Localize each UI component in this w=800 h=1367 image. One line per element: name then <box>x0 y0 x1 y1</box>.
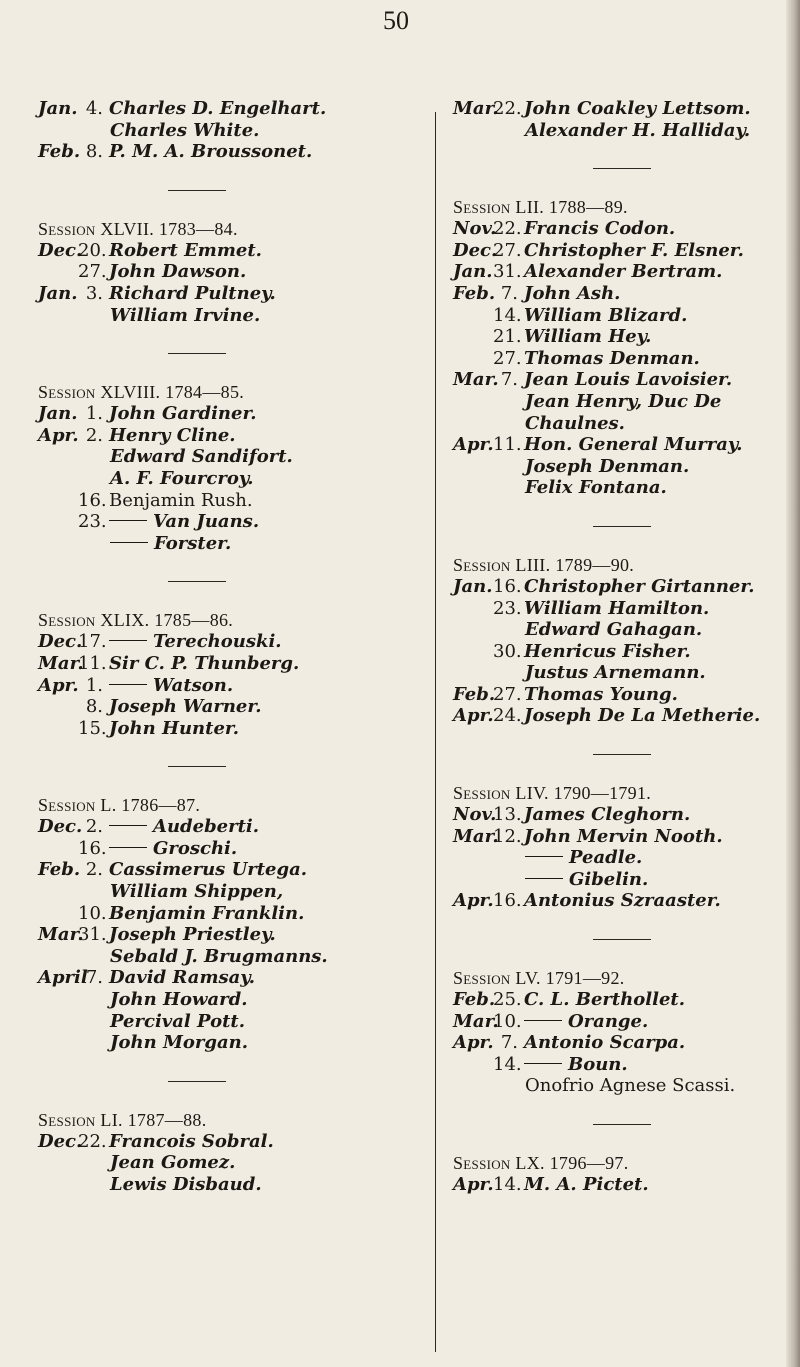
member-entry <box>38 533 418 555</box>
name-dash <box>524 1063 562 1064</box>
member-name: Peadle. <box>569 847 643 869</box>
member-name: Chaulnes. <box>525 412 625 434</box>
session-block <box>38 98 418 163</box>
member-entry <box>453 1011 783 1033</box>
section-separator <box>168 190 226 191</box>
member-entry <box>453 826 783 848</box>
member-entry <box>453 283 783 305</box>
section-separator <box>168 581 226 582</box>
member-name: Joseph De La Metherie. <box>524 705 761 727</box>
member-name: Robert Emmet. <box>109 239 262 261</box>
member-name: Charles D. Engelhart. <box>109 98 327 119</box>
member-name: Onofrio Agnese Scassi. <box>525 1075 736 1097</box>
entry-day: 16. <box>78 489 107 511</box>
session-title: Session XLVII. 1783—84. <box>38 218 238 239</box>
entry-day: 20. <box>78 239 107 261</box>
member-entry <box>38 120 418 142</box>
entry-day: 22. <box>493 218 522 240</box>
entry-day: 7. <box>500 282 518 304</box>
session-header <box>38 218 418 240</box>
member-entry <box>453 434 783 456</box>
entry-day: 1. <box>85 674 103 696</box>
entry-day: 27. <box>493 239 522 261</box>
member-name: Antonio Scarpa. <box>524 1032 686 1054</box>
section-separator <box>593 754 651 755</box>
member-name: Thomas Denman. <box>524 347 700 369</box>
member-entry <box>453 1075 783 1097</box>
member-name: John Gardiner. <box>109 403 257 425</box>
entry-day: 16. <box>493 890 522 912</box>
member-name: Christopher F. Elsner. <box>524 239 744 261</box>
member-entry <box>38 859 418 881</box>
entry-month: Apr. <box>453 1174 494 1195</box>
entry-day: 31. <box>78 924 107 946</box>
member-name: M. A. Pictet. <box>524 1174 649 1195</box>
session-block <box>38 381 418 554</box>
entry-day: 17. <box>78 631 107 653</box>
member-name: Charles White. <box>110 119 260 141</box>
member-entry <box>38 631 418 653</box>
member-entry <box>38 261 418 283</box>
member-entry <box>38 98 418 120</box>
entry-month: Dec. <box>38 239 83 261</box>
member-entry <box>453 391 783 413</box>
member-name: Watson. <box>153 674 234 696</box>
member-entry <box>453 1174 783 1196</box>
member-entry <box>453 890 783 912</box>
member-name: Thomas Young. <box>524 683 678 705</box>
member-name: Groschi. <box>153 837 238 859</box>
session-block <box>453 98 783 141</box>
session-block <box>453 967 783 1097</box>
member-name: Edward Gahagan. <box>525 619 703 641</box>
member-entry <box>38 425 418 447</box>
entry-month: Jan. <box>453 261 493 283</box>
entry-month: Nov. <box>453 804 497 826</box>
session-header <box>453 782 783 804</box>
member-entry <box>38 511 418 533</box>
member-name: John Coakley Lettsom. <box>524 98 751 119</box>
member-name: Van Juans. <box>153 511 260 533</box>
entry-month: Dec. <box>453 239 498 261</box>
right-column <box>453 98 783 1196</box>
member-name: Henricus Fisher. <box>524 640 691 662</box>
section-separator <box>593 1124 651 1125</box>
session-block <box>453 196 783 499</box>
session-block <box>453 554 783 727</box>
member-name: William Hamilton. <box>524 597 710 619</box>
session-title: Session LI. 1787—88. <box>38 1109 207 1130</box>
session-title: Session LV. 1791—92. <box>453 968 625 989</box>
entry-month: Jan. <box>38 403 78 425</box>
member-name: C. L. Berthollet. <box>524 989 685 1011</box>
entry-day: 14. <box>493 304 522 326</box>
column-divider <box>435 112 436 1352</box>
member-name: Joseph Denman. <box>525 455 690 477</box>
entry-month: Apr. <box>453 1032 494 1054</box>
member-entry <box>453 240 783 262</box>
entry-day: 16. <box>78 837 107 859</box>
page-edge-shadow <box>786 0 800 1367</box>
member-name: Alexander Bertram. <box>524 261 723 283</box>
member-name: Sebald J. Brugmanns. <box>110 945 328 967</box>
entry-month: Jan. <box>453 575 493 597</box>
session-header <box>38 1109 418 1131</box>
entry-day: 30. <box>493 640 522 662</box>
name-dash <box>110 542 148 543</box>
member-entry <box>453 705 783 727</box>
entry-day: 4. <box>85 98 103 119</box>
entry-month: Jan. <box>38 98 78 119</box>
member-entry <box>453 989 783 1011</box>
session-title: Session LIII. 1789—90. <box>453 554 635 575</box>
entry-month: Apr. <box>453 890 494 912</box>
member-entry <box>38 1131 418 1153</box>
member-entry <box>453 598 783 620</box>
entry-day: 10. <box>493 1010 522 1032</box>
member-name: Jean Gomez. <box>110 1152 236 1174</box>
name-dash <box>524 1020 562 1021</box>
session-title: Session LII. 1788—89. <box>453 197 628 218</box>
member-entry <box>38 967 418 989</box>
session-block <box>38 794 418 1054</box>
entry-day: 3. <box>85 282 103 304</box>
entry-day: 16. <box>493 575 522 597</box>
name-dash <box>525 856 563 857</box>
session-header <box>38 794 418 816</box>
name-dash <box>109 847 147 848</box>
session-header <box>38 381 418 403</box>
member-name: John Morgan. <box>110 1032 248 1054</box>
section-separator <box>168 1081 226 1082</box>
entry-month: Apr. <box>38 674 79 696</box>
member-name: Boun. <box>568 1053 628 1075</box>
entry-day: 11. <box>78 652 107 674</box>
name-dash <box>109 825 147 826</box>
member-entry <box>453 1054 783 1076</box>
left-column <box>38 98 418 1196</box>
member-entry <box>38 946 418 968</box>
member-entry <box>38 696 418 718</box>
entry-month: Mar. <box>453 1010 499 1032</box>
entry-month: Dec. <box>38 816 83 838</box>
entry-month: Dec. <box>38 1130 83 1152</box>
member-entry <box>38 1174 418 1196</box>
member-entry <box>453 305 783 327</box>
member-name: William Blizard. <box>524 304 688 326</box>
session-header <box>453 1152 783 1174</box>
member-entry <box>38 675 418 697</box>
member-entry <box>453 619 783 641</box>
member-name: James Cleghorn. <box>524 804 691 826</box>
entry-day: 2. <box>85 859 103 881</box>
member-entry <box>453 98 783 120</box>
name-dash <box>109 684 147 685</box>
session-block <box>38 609 418 739</box>
member-name: Joseph Priestley. <box>109 924 276 946</box>
entry-day: 11. <box>493 434 522 456</box>
entry-month: Mar. <box>38 924 84 946</box>
member-entry <box>453 120 783 142</box>
member-name: P. M. A. Broussonet. <box>109 141 313 163</box>
member-name: Edward Sandifort. <box>110 446 293 468</box>
member-entry <box>453 218 783 240</box>
member-name: A. F. Fourcroy. <box>110 467 254 489</box>
member-entry <box>38 1011 418 1033</box>
entry-day: 27. <box>78 261 107 283</box>
session-title: Session L. 1786—87. <box>38 795 201 816</box>
session-title: Session LX. 1796—97. <box>453 1153 629 1173</box>
name-dash <box>109 520 147 521</box>
member-entry <box>453 847 783 869</box>
entry-day: 25. <box>493 989 522 1011</box>
session-block <box>453 1152 783 1196</box>
member-name: David Ramsay. <box>109 967 255 989</box>
member-name: Cassimerus Urtega. <box>109 859 308 881</box>
member-entry <box>453 576 783 598</box>
member-entry <box>453 413 783 435</box>
member-entry <box>453 1032 783 1054</box>
member-name: Benjamin Franklin. <box>109 902 305 924</box>
entry-day: 31. <box>493 261 522 283</box>
member-name: Percival Pott. <box>110 1010 245 1032</box>
member-name: Christopher Girtanner. <box>524 575 755 597</box>
member-name: Felix Fontana. <box>525 477 667 499</box>
member-entry <box>453 477 783 499</box>
entry-day: 7. <box>500 369 518 391</box>
member-name: John Ash. <box>524 282 621 304</box>
page-number: 50 <box>383 6 409 35</box>
member-entry <box>453 662 783 684</box>
section-separator <box>593 939 651 940</box>
member-name: William Irvine. <box>110 304 261 326</box>
entry-month: Apr. <box>453 705 494 727</box>
member-name: Audeberti. <box>153 816 260 838</box>
entry-day: 2. <box>85 424 103 446</box>
entry-month: Jan. <box>38 282 78 304</box>
session-header <box>453 196 783 218</box>
entry-month: Nov. <box>453 218 497 240</box>
member-name: Richard Pultney. <box>109 282 276 304</box>
entry-day: 23. <box>78 511 107 533</box>
section-separator <box>593 526 651 527</box>
member-entry <box>453 348 783 370</box>
entry-day: 24. <box>493 705 522 727</box>
member-name: Justus Arnemann. <box>525 662 706 684</box>
member-name: Benjamin Rush. <box>109 489 253 511</box>
member-entry <box>453 641 783 663</box>
session-header <box>453 554 783 576</box>
member-entry <box>38 1152 418 1174</box>
member-entry <box>38 718 418 740</box>
entry-month: Dec. <box>38 631 83 653</box>
member-entry <box>38 240 418 262</box>
entry-day: 15. <box>78 717 107 739</box>
session-block <box>453 782 783 912</box>
entry-month: Feb. <box>453 989 496 1011</box>
entry-day: 12. <box>493 825 522 847</box>
entry-day: 7. <box>500 1032 518 1054</box>
member-name: Henry Cline. <box>109 424 236 446</box>
entry-month: Feb. <box>38 859 81 881</box>
member-name: Francois Sobral. <box>109 1130 274 1152</box>
entry-day: 2. <box>85 816 103 838</box>
member-name: William Shippen, <box>110 881 284 903</box>
entry-day: 7. <box>85 967 103 989</box>
member-name: John Hunter. <box>109 717 240 739</box>
entry-day: 22. <box>493 98 522 119</box>
session-block <box>38 218 418 326</box>
name-dash <box>109 640 147 641</box>
session-header <box>38 609 418 631</box>
member-entry <box>453 369 783 391</box>
member-name: Gibelin. <box>569 868 649 890</box>
session-title: Session XLVIII. 1784—85. <box>38 382 245 403</box>
member-entry <box>38 653 418 675</box>
member-entry <box>38 283 418 305</box>
entry-month: April <box>38 967 88 989</box>
member-name: Antonius Szraaster. <box>524 890 721 912</box>
entry-month: Feb. <box>453 282 496 304</box>
entry-day: 22. <box>78 1130 107 1152</box>
entry-month: Apr. <box>453 434 494 456</box>
member-entry <box>38 305 418 327</box>
member-entry <box>38 468 418 490</box>
member-name: John Howard. <box>110 989 248 1011</box>
section-separator <box>593 168 651 169</box>
member-entry <box>453 804 783 826</box>
member-entry <box>38 989 418 1011</box>
member-entry <box>38 141 418 163</box>
member-name: John Dawson. <box>109 261 247 283</box>
entry-day: 13. <box>493 804 522 826</box>
member-name: Terechouski. <box>153 631 282 653</box>
entry-day: 14. <box>493 1053 522 1075</box>
member-entry <box>38 1032 418 1054</box>
member-name: Hon. General Murray. <box>524 434 743 456</box>
section-separator <box>168 353 226 354</box>
member-entry <box>38 403 418 425</box>
entry-day: 10. <box>78 902 107 924</box>
entry-month: Apr. <box>38 424 79 446</box>
entry-day: 8. <box>85 141 103 163</box>
session-title: Session LIV. 1790—1791. <box>453 783 652 804</box>
session-header <box>453 967 783 989</box>
entry-day: 1. <box>85 403 103 425</box>
entry-day: 21. <box>493 326 522 348</box>
member-name: John Mervin Nooth. <box>524 825 723 847</box>
session-block <box>38 1109 418 1196</box>
entry-month: Mar. <box>38 652 84 674</box>
member-entry <box>453 326 783 348</box>
member-name: Sir C. P. Thunberg. <box>109 652 300 674</box>
session-title: Session XLIX. 1785—86. <box>38 610 234 631</box>
member-entry <box>453 456 783 478</box>
member-name: Joseph Warner. <box>109 696 262 718</box>
member-entry <box>38 446 418 468</box>
entry-month: Feb. <box>453 683 496 705</box>
member-name: Forster. <box>154 532 232 554</box>
member-entry <box>38 838 418 860</box>
section-separator <box>168 766 226 767</box>
entry-day: 27. <box>493 683 522 705</box>
entry-day: 8. <box>85 696 103 718</box>
entry-day: 27. <box>493 347 522 369</box>
member-entry <box>453 684 783 706</box>
member-entry <box>453 869 783 891</box>
member-name: Alexander H. Halliday. <box>525 119 751 141</box>
member-entry <box>38 816 418 838</box>
name-dash <box>525 878 563 879</box>
entry-month: Mar. <box>453 369 499 391</box>
member-name: Lewis Disbaud. <box>110 1174 262 1195</box>
member-entry <box>38 924 418 946</box>
member-name: William Hey. <box>524 326 652 348</box>
member-entry <box>38 881 418 903</box>
member-name: Jean Henry, Duc De <box>525 390 722 412</box>
member-entry <box>453 261 783 283</box>
entry-day: 23. <box>493 597 522 619</box>
member-entry <box>38 903 418 925</box>
entry-month: Mar. <box>453 98 499 119</box>
member-name: Francis Codon. <box>524 218 676 240</box>
member-name: Jean Louis Lavoisier. <box>524 369 733 391</box>
member-name: Orange. <box>568 1010 649 1032</box>
entry-day: 14. <box>493 1174 522 1195</box>
member-entry <box>38 490 418 512</box>
entry-month: Mar. <box>453 825 499 847</box>
entry-month: Feb. <box>38 141 81 163</box>
